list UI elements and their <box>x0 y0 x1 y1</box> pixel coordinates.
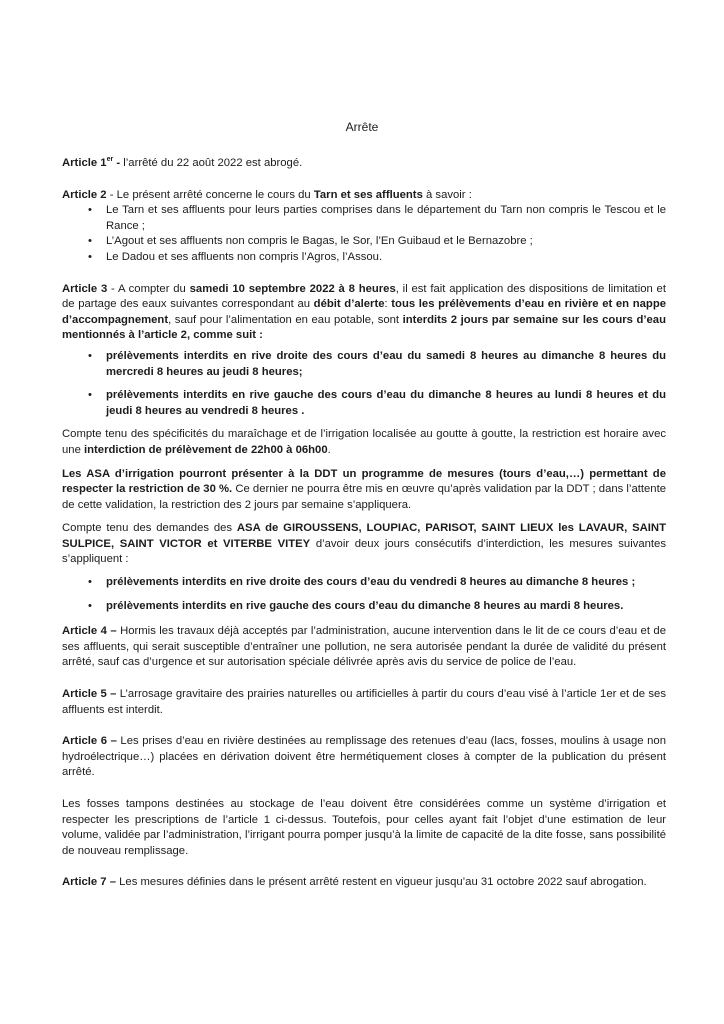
page-title: Arrête <box>345 120 379 134</box>
article-2-heading: Article 2 <box>62 188 107 201</box>
article-6-heading: Article 6 – <box>62 735 117 748</box>
list-item: • L’Agout et ses affluents non compris le Bagas, le Sor, l’En Guibaud et le Bernazobre ; <box>88 235 533 248</box>
article-4: Article 4 – Hormis les travaux déjà acceptés par l’administration, aucune intervention dans le lit de ce cours d’eau et de ses affluents, qui serait susceptible d’entraîner une pollution, ne sera autorisée pendant la durée de validité du présent arrêté, sauf cas d’urgence et sur autorisation spéciale délivrée après avis du service de police de l’eau. <box>62 625 666 669</box>
list-item: • prélèvements interdits en rive droite des cours d’eau du samedi 8 heures au dimanche 8 heures du mercredi 8 heures au jeudi 8 heures; <box>88 349 666 378</box>
article-3-heading: Article 3 <box>62 282 108 295</box>
article-3: Article 3 - A compter du samedi 10 septembre 2022 à 8 heures, il est fait application des dispositions de limitation et de partage des eaux suivantes correspondant au débit d’alerte: tous les prélèvements d’eau en rivière et en nappe d’accompagnement, sauf pour l’alimentation en eau potable, sont interdits 2 jours par semaine sur les cours d’eau mentionnés à l’article 2, comme suit : <box>62 282 667 342</box>
list-item: • Le Tarn et ses affluents pour leurs parties comprises dans le département du Tarn non compris le Tescou et le Rance ; <box>88 204 666 232</box>
article-1-heading: Article 1er - <box>62 156 124 169</box>
list-item: • prélèvements interdits en rive gauche des cours d’eau du dimanche 8 heures au mardi 8 heures. <box>88 599 624 612</box>
article-5-heading: Article 5 – <box>62 688 117 701</box>
article-1-text: l’arrêté du 22 août 2022 est abrogé. <box>123 157 303 169</box>
article-3-paragraph: Compte tenu des spécificités du maraîchage et de l’irrigation localisée au goutte à goutte, la restriction est horaire avec une interdiction de prélèvement de 22h00 à 06h00. <box>62 428 666 456</box>
article-7: Article 7 – Les mesures définies dans le présent arrêté restent en vigueur jusqu’au 31 octobre 2022 sauf abrogation. <box>62 876 647 889</box>
article-6: Article 6 – Les prises d’eau en rivière destinées au remplissage des retenues d’eau (lacs, fosses, moulins à usage non hydroélectrique…) placées en dérivation doivent être hermétiquement closes à compter de la publication du présent arrêté. <box>62 735 666 779</box>
article-3-paragraph: Les ASA d’irrigation pourront présenter à la DDT un programme de mesures (tours d’eau,…) permettant de respecter la restriction de 30 %. Ce dernier ne pourra être mis en œuvre qu’après validation par la DDT ; dans l’attente de cette validation, la restriction des 2 jours par semaine s’appliquera. <box>62 467 666 511</box>
article-7-heading: Article 7 – <box>62 876 117 889</box>
article-5: Article 5 – L’arrosage gravitaire des prairies naturelles ou artificielles à partir du cours d’eau visé à l’article 1er et de ses affluents est interdit. <box>62 688 666 716</box>
document-body <box>62 156 666 891</box>
article-1 <box>62 156 666 172</box>
article-4-heading: Article 4 – <box>62 625 117 638</box>
article-3-list-2 <box>62 575 666 614</box>
list-item: • Le Dadou et ses affluents non compris l’Agros, l’Assou. <box>88 250 383 263</box>
article-2-list <box>62 203 666 265</box>
article-3-list <box>62 349 666 419</box>
list-item: • prélèvements interdits en rive droite des cours d’eau du vendredi 8 heures au dimanche 8 heures ; <box>88 576 636 589</box>
list-item: • prélèvements interdits en rive gauche des cours d’eau du dimanche 8 heures au lundi 8 heures et du jeudi 8 heures au vendredi 8 heures . <box>88 389 666 417</box>
article-3-paragraph: Compte tenu des demandes des ASA de GIROUSSENS, LOUPIAC, PARISOT, SAINT LIEUX les LAVAUR, SAINT SULPICE, SAINT VICTOR et VITERBE VITEY d’avoir deux jours consécutifs d’interdiction, les mesures suivantes s’appliquent : <box>62 522 666 566</box>
article-2: Article 2 - Le présent arrêté concerne le cours du Tarn et ses affluents à savoir : <box>62 188 472 201</box>
article-6-paragraph: Les fosses tampons destinées au stockage de l’eau doivent être considérées comme un système d’irrigation et respecter les prescriptions de l’article 1 ci-dessus. Toutefois, pour celles ayant fait l’objet d’une estimation de leur volume, validée par l’administration, l’irrigant pourra pomper jusqu’à la limite de capacité de la dite fosse, sans possibilité de nouveau remplissage. <box>62 798 666 857</box>
